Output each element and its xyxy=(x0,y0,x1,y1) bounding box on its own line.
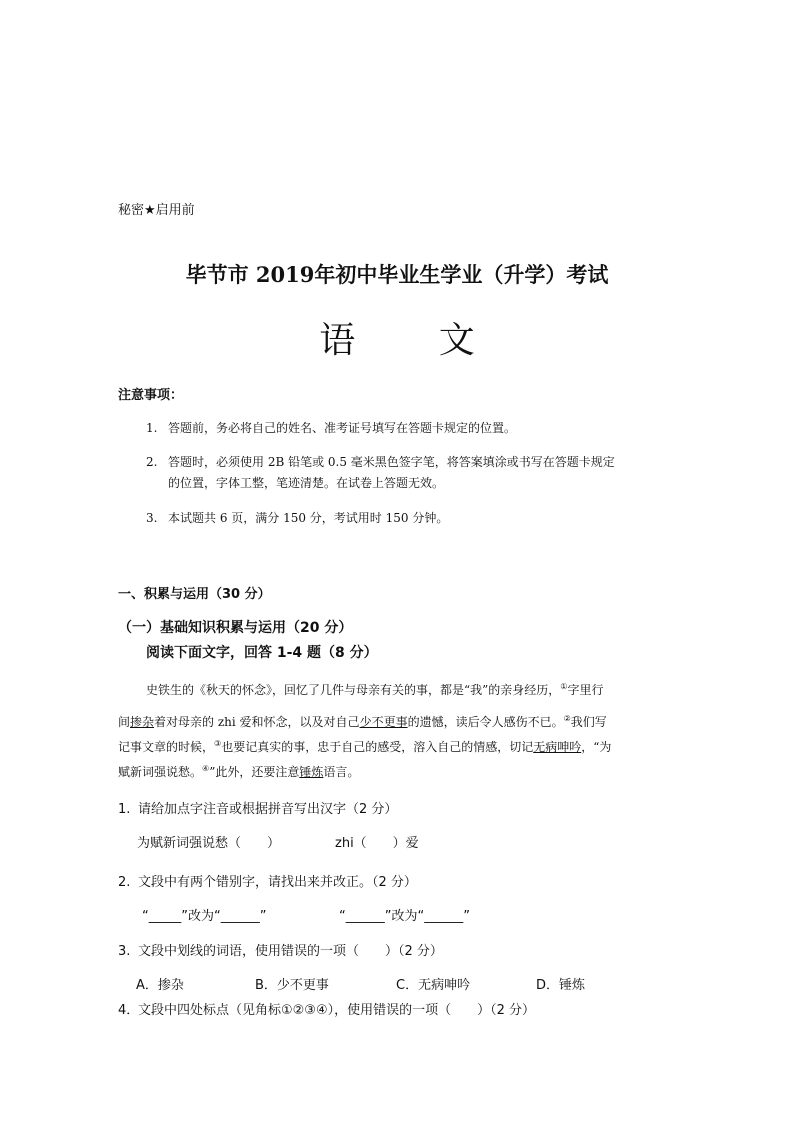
note-item-2 xyxy=(146,453,615,470)
question-number: 3. xyxy=(118,944,131,959)
question-number: 2. xyxy=(118,875,131,890)
passage-text: ”此外，还要注意 xyxy=(209,765,300,779)
footnote-marker-2: ② xyxy=(563,714,571,723)
note-item-1 xyxy=(146,419,516,436)
note-number: 3. xyxy=(146,511,158,525)
answer-blank: 为赋新词强说愁（ ） xyxy=(137,836,281,851)
question-1 xyxy=(118,798,397,817)
passage-text: 着对母亲的 zhi 爱和怀念，以及对自己 xyxy=(154,715,360,729)
subject-title: 语 文 xyxy=(319,320,511,361)
notes-heading: 注意事项： xyxy=(118,388,184,403)
underlined-word: 锤炼 xyxy=(299,765,324,779)
passage-text: 字里行 xyxy=(567,683,604,697)
question-3 xyxy=(118,940,443,959)
passage-line-3 xyxy=(118,738,611,755)
section-title: 一、积累与运用（30 分） xyxy=(118,587,271,602)
question-text: 文段中划线的词语，使用错误的一项（ ）（2 分） xyxy=(138,944,443,959)
option-d: D．锤炼 xyxy=(536,978,586,993)
option-b: B．少不更事 xyxy=(255,978,329,993)
answer-blank: “______”改为“______” xyxy=(339,909,470,924)
passage-text: 史铁生的《秋天的怀念》，回忆了几件与母亲有关的事，都是“我”的亲身经历， xyxy=(146,683,561,697)
passage-text: 的遗憾，读后令人感伤不已。 xyxy=(407,715,564,729)
footnote-marker-4: ④ xyxy=(202,764,210,773)
passage-text: 间 xyxy=(118,715,131,729)
note-item-3 xyxy=(146,509,448,526)
question-number: 1. xyxy=(118,802,131,817)
passage-line-1 xyxy=(146,681,603,698)
note-number: 1. xyxy=(146,421,158,435)
passage-line-2 xyxy=(118,713,607,730)
footnote-marker-1: ① xyxy=(560,682,568,691)
question-4 xyxy=(118,999,535,1018)
note-text: 本试题共 6 页，满分 150 分，考试用时 150 分钟。 xyxy=(168,511,449,525)
question-2 xyxy=(118,871,417,890)
note-item-2-continued: 的位置，字体工整，笔迹清楚。在试卷上答题无效。 xyxy=(168,476,445,490)
passage-text: 语言。 xyxy=(323,765,360,779)
passage-text: 我们写 xyxy=(570,715,607,729)
answer-blank: “_____”改为“______” xyxy=(142,909,267,924)
note-text: 答题时，必须使用 2B 铅笔或 0.5 毫米黑色签字笔，将答案填涂或书写在答题卡规定 xyxy=(168,455,615,469)
question-text: 文段中四处标点（见角标①②③④），使用错误的一项（ ）（2 分） xyxy=(138,1003,536,1018)
confidential-label: 秘密★启用前 xyxy=(118,203,195,218)
question-number: 4． xyxy=(118,1003,140,1018)
passage-text: ，“为 xyxy=(581,740,612,754)
question-text: 请给加点字注音或根据拼音写出汉字（2 分） xyxy=(138,802,398,817)
note-number: 2. xyxy=(146,455,158,469)
subsection-title: （一）基础知识积累与运用（20 分） xyxy=(118,620,353,636)
answer-blank: zhi（ ）爱 xyxy=(335,836,419,851)
reading-instruction: 阅读下面文字，回答 1-4 题（8 分） xyxy=(146,645,378,661)
option-a: A．掺杂 xyxy=(136,978,184,993)
footnote-marker-3: ③ xyxy=(214,739,222,748)
note-text: 答题前，务必将自己的姓名、准考证号填写在答题卡规定的位置。 xyxy=(168,421,517,435)
passage-text: 赋新词强说愁。 xyxy=(118,765,203,779)
passage-text: 也要记真实的事，忠于自己的感受，溶入自己的情感，切记 xyxy=(221,740,534,754)
question-text: 文段中有两个错别字，请找出来并改正。（2 分） xyxy=(138,875,417,890)
passage-line-4 xyxy=(118,763,359,780)
underlined-word: 少不更事 xyxy=(359,715,408,729)
underlined-word: 无病呻吟 xyxy=(533,740,582,754)
passage-text: 记事文章的时候， xyxy=(118,740,215,754)
exam-title: 毕节市 2019年初中毕业生学业（升学）考试 xyxy=(185,262,609,287)
option-c: C．无病呻吟 xyxy=(396,978,471,993)
underlined-word: 掺杂 xyxy=(130,715,155,729)
